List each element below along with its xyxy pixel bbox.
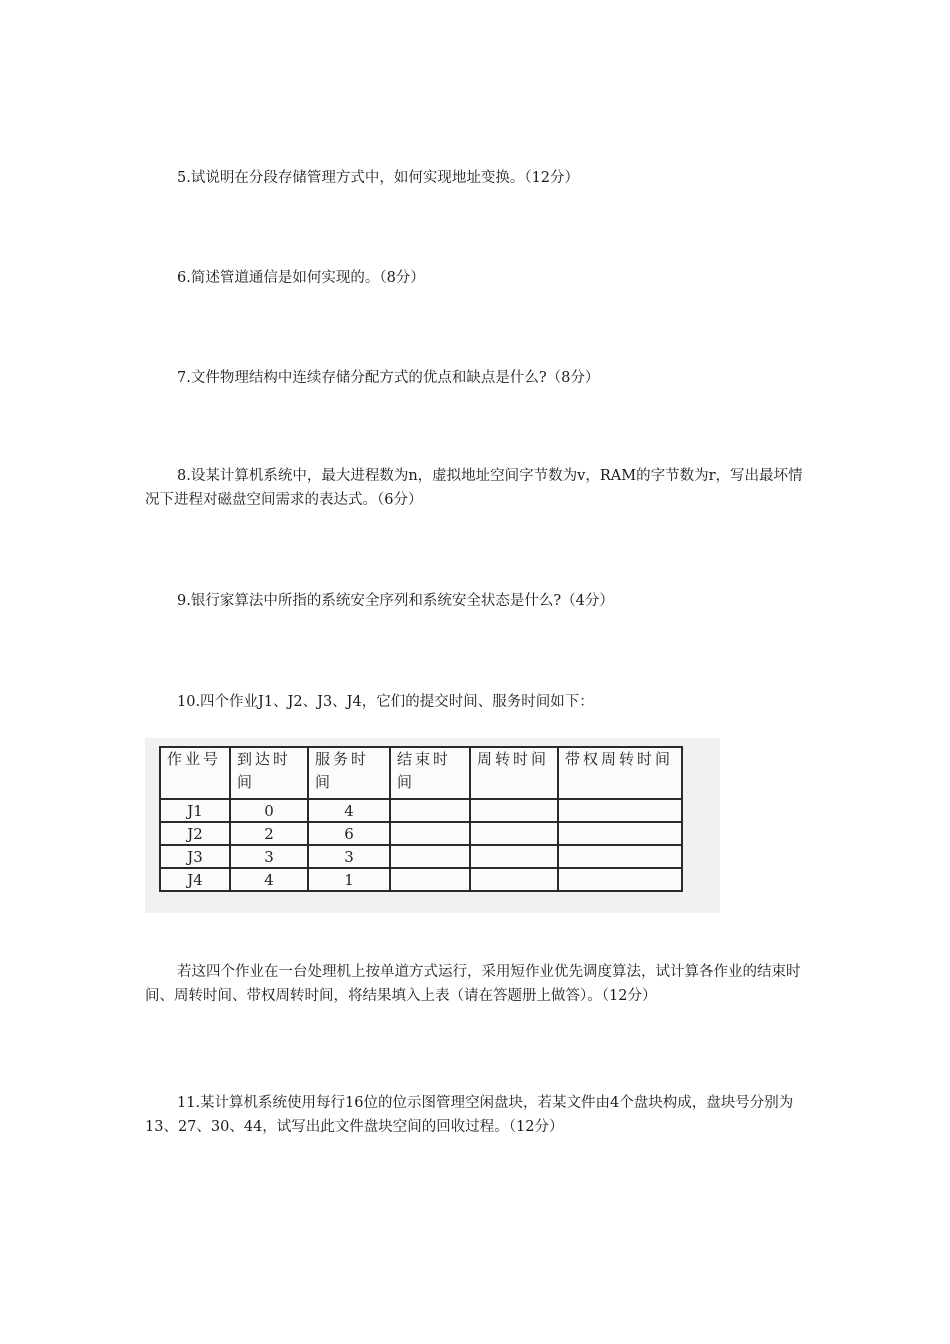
- cell-job: J4: [160, 868, 230, 891]
- header-arrival-time: 到达时间: [230, 747, 308, 799]
- header-finish-time: 结束时间: [390, 747, 470, 799]
- question-11-text: 11.某计算机系统使用每行16位的位示图管理空闲盘块，若某文件由4个盘块构成，盘块号分别为13、27、30、44，试写出此文件盘块空间的回收过程。（12分）: [145, 1095, 794, 1135]
- cell-weighted: [558, 868, 682, 891]
- cell-weighted: [558, 822, 682, 845]
- cell-weighted: [558, 799, 682, 822]
- job-table-image: [145, 738, 720, 913]
- question-6: [145, 266, 815, 290]
- cell-finish: [390, 799, 470, 822]
- question-5: [145, 166, 815, 190]
- cell-arrival: 4: [230, 868, 308, 891]
- cell-turnaround: [470, 822, 558, 845]
- question-8: [145, 464, 815, 512]
- table-row: [160, 799, 682, 822]
- question-9-text: 9.银行家算法中所指的系统安全序列和系统安全状态是什么?（4分）: [177, 593, 614, 609]
- question-11: [145, 1091, 815, 1139]
- table-row: [160, 822, 682, 845]
- header-weighted-turnaround-time: 带权周转时间: [558, 747, 682, 799]
- cell-job: J1: [160, 799, 230, 822]
- question-9: [145, 589, 815, 613]
- cell-finish: [390, 868, 470, 891]
- question-8-text: 8.设某计算机系统中，最大进程数为n，虚拟地址空间字节数为v，RAM的字节数为r，写出最坏情况下进程对磁盘空间需求的表达式。（6分）: [145, 468, 803, 508]
- question-10-followup: [145, 960, 815, 1008]
- cell-turnaround: [470, 799, 558, 822]
- cell-finish: [390, 822, 470, 845]
- cell-arrival: 0: [230, 799, 308, 822]
- cell-service: 6: [308, 822, 390, 845]
- question-7: [145, 366, 815, 390]
- cell-job: J3: [160, 845, 230, 868]
- cell-finish: [390, 845, 470, 868]
- cell-service: 3: [308, 845, 390, 868]
- question-6-text: 6.简述管道通信是如何实现的。（8分）: [177, 270, 425, 286]
- cell-service: 1: [308, 868, 390, 891]
- table-row: [160, 868, 682, 891]
- question-5-text: 5.试说明在分段存储管理方式中，如何实现地址变换。（12分）: [177, 170, 580, 186]
- cell-turnaround: [470, 845, 558, 868]
- header-job-id: 作业号: [160, 747, 230, 799]
- cell-turnaround: [470, 868, 558, 891]
- question-10: [145, 690, 815, 714]
- header-turnaround-time: 周转时间: [470, 747, 558, 799]
- header-service-time: 服务时间: [308, 747, 390, 799]
- cell-service: 4: [308, 799, 390, 822]
- cell-arrival: 2: [230, 822, 308, 845]
- cell-job: J2: [160, 822, 230, 845]
- job-table-header-row: [160, 747, 682, 799]
- question-10-text: 10.四个作业J1、J2、J3、J4，它们的提交时间、服务时间如下：: [177, 694, 594, 710]
- cell-weighted: [558, 845, 682, 868]
- cell-arrival: 3: [230, 845, 308, 868]
- question-7-text: 7.文件物理结构中连续存储分配方式的优点和缺点是什么?（8分）: [177, 370, 600, 386]
- question-10-followup-text: 若这四个作业在一台处理机上按单道方式运行，采用短作业优先调度算法，试计算各作业的结束时间、周转时间、带权周转时间，将结果填入上表（请在答题册上做答）。（12分）: [145, 964, 801, 1004]
- job-table: [159, 746, 683, 892]
- table-row: [160, 845, 682, 868]
